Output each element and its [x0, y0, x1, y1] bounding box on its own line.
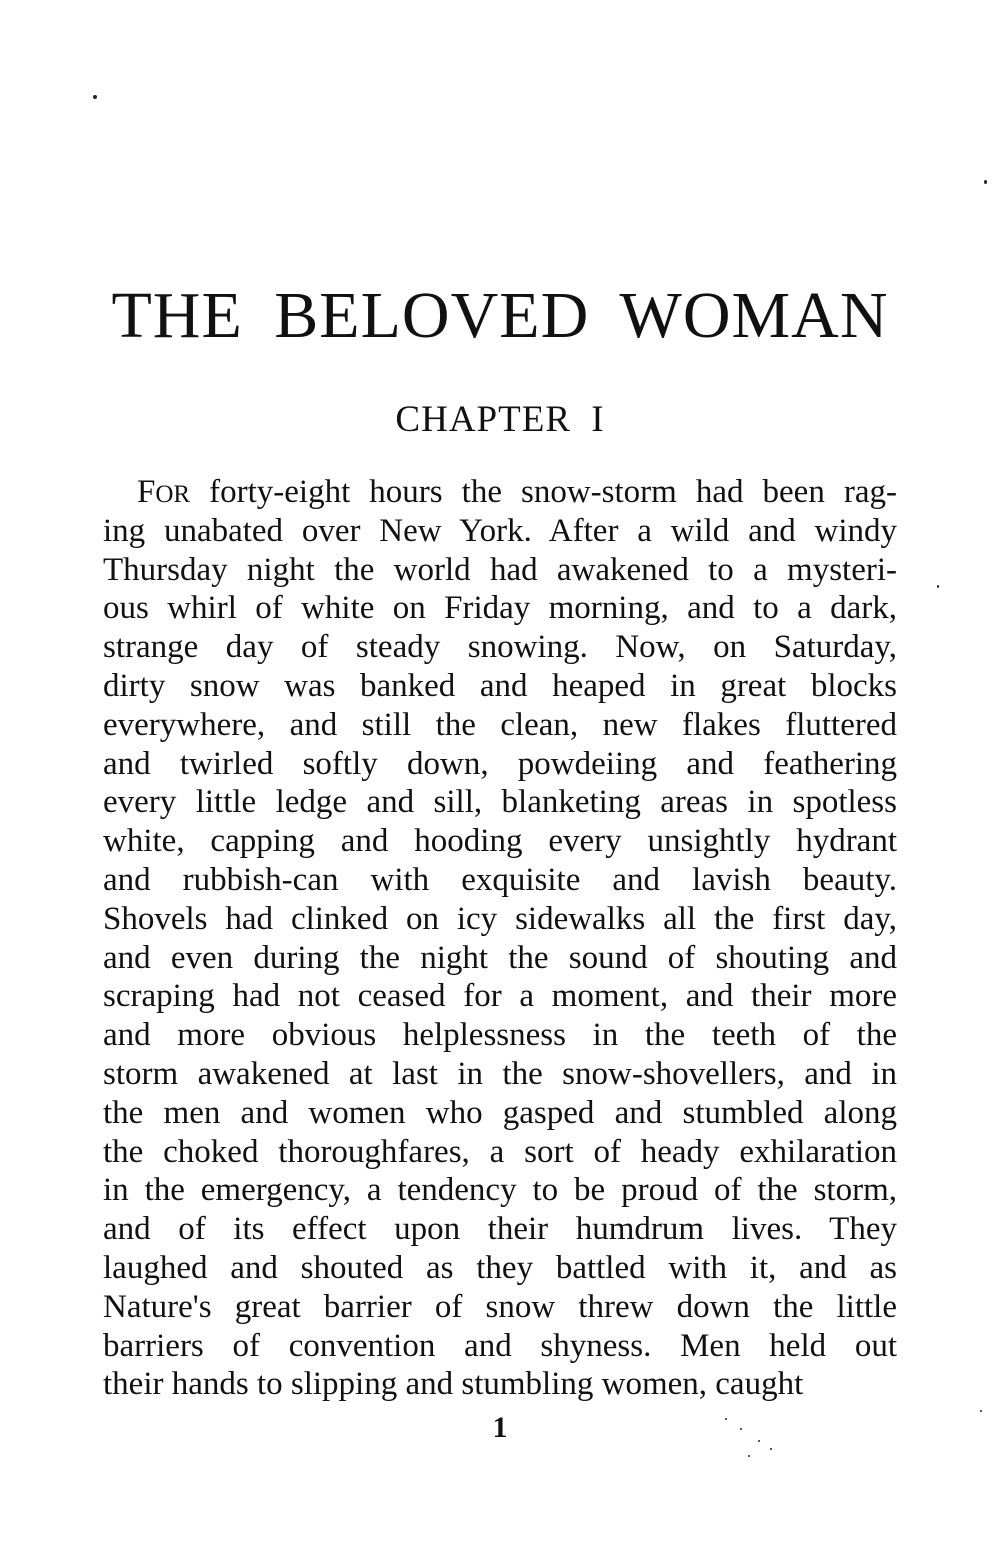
print-speck [748, 1455, 750, 1457]
print-speck [984, 180, 987, 184]
text-line-6: dirty snow was banked and heaped in great blocks [103, 667, 897, 704]
print-speck [93, 95, 97, 99]
text-line-14: scraping had not ceased for a moment, and their more [103, 978, 897, 1015]
text-line-5: strange day of steady snowing. Now, on Saturday, [103, 629, 897, 666]
book-title: THE BELOVED WOMAN [111, 279, 889, 352]
text-line-22: Nature's great barrier of snow threw down the little [103, 1288, 897, 1325]
chapter-heading: CHAPTER I [395, 399, 605, 440]
text-line-24: their hands to slipping and stumbling women, caught [103, 1366, 804, 1403]
text-line-7: everywhere, and still the clean, new flakes fluttered [103, 706, 897, 743]
text-line-3: Thursday night the world had awakened to a mysteri- [103, 551, 897, 588]
text-line-23: barriers of convention and shyness. Men held out [103, 1327, 897, 1364]
text-line-1-rest: forty-eight hours the snow-storm had been rag- [190, 474, 897, 510]
text-line-16: storm awakened at last in the snow-shovellers, and in [103, 1055, 897, 1092]
text-line-18: the choked thoroughfares, a sort of heady exhilaration [103, 1133, 897, 1170]
text-line-20: and of its effect upon their humdrum lives. They [103, 1211, 897, 1248]
text-line-19: in the emergency, a tendency to be proud of the storm, [103, 1172, 897, 1209]
text-line-10: white, capping and hooding every unsightly hydrant [103, 823, 897, 860]
text-line-11: and rubbish-can with exquisite and lavish beauty. [103, 861, 897, 898]
text-line-17: the men and women who gasped and stumbled along [103, 1094, 897, 1131]
text-line-1 [103, 473, 897, 512]
text-line-4: ous whirl of white on Friday morning, and to a dark, [103, 590, 897, 627]
opening-word-small-caps: FOR [137, 474, 191, 510]
text-line-2: ing unabated over New York. After a wild and windy [103, 512, 897, 549]
chapter-body-text [103, 473, 897, 1404]
text-line-15: and more obvious helplessness in the teeth of the [103, 1017, 897, 1054]
page-number: 1 [492, 1411, 508, 1444]
text-line-9: every little ledge and sill, blanketing areas in spotless [103, 784, 897, 821]
print-speck [937, 585, 939, 588]
print-speck [770, 1448, 772, 1450]
text-line-21: laughed and shouted as they battled with it, and as [103, 1249, 897, 1286]
text-line-13: and even during the night the sound of shouting and [103, 939, 897, 976]
text-line-12: Shovels had clinked on icy sidewalks all the first day, [103, 900, 897, 937]
text-line-8: and twirled softly down, powdeiing and feathering [103, 745, 897, 782]
